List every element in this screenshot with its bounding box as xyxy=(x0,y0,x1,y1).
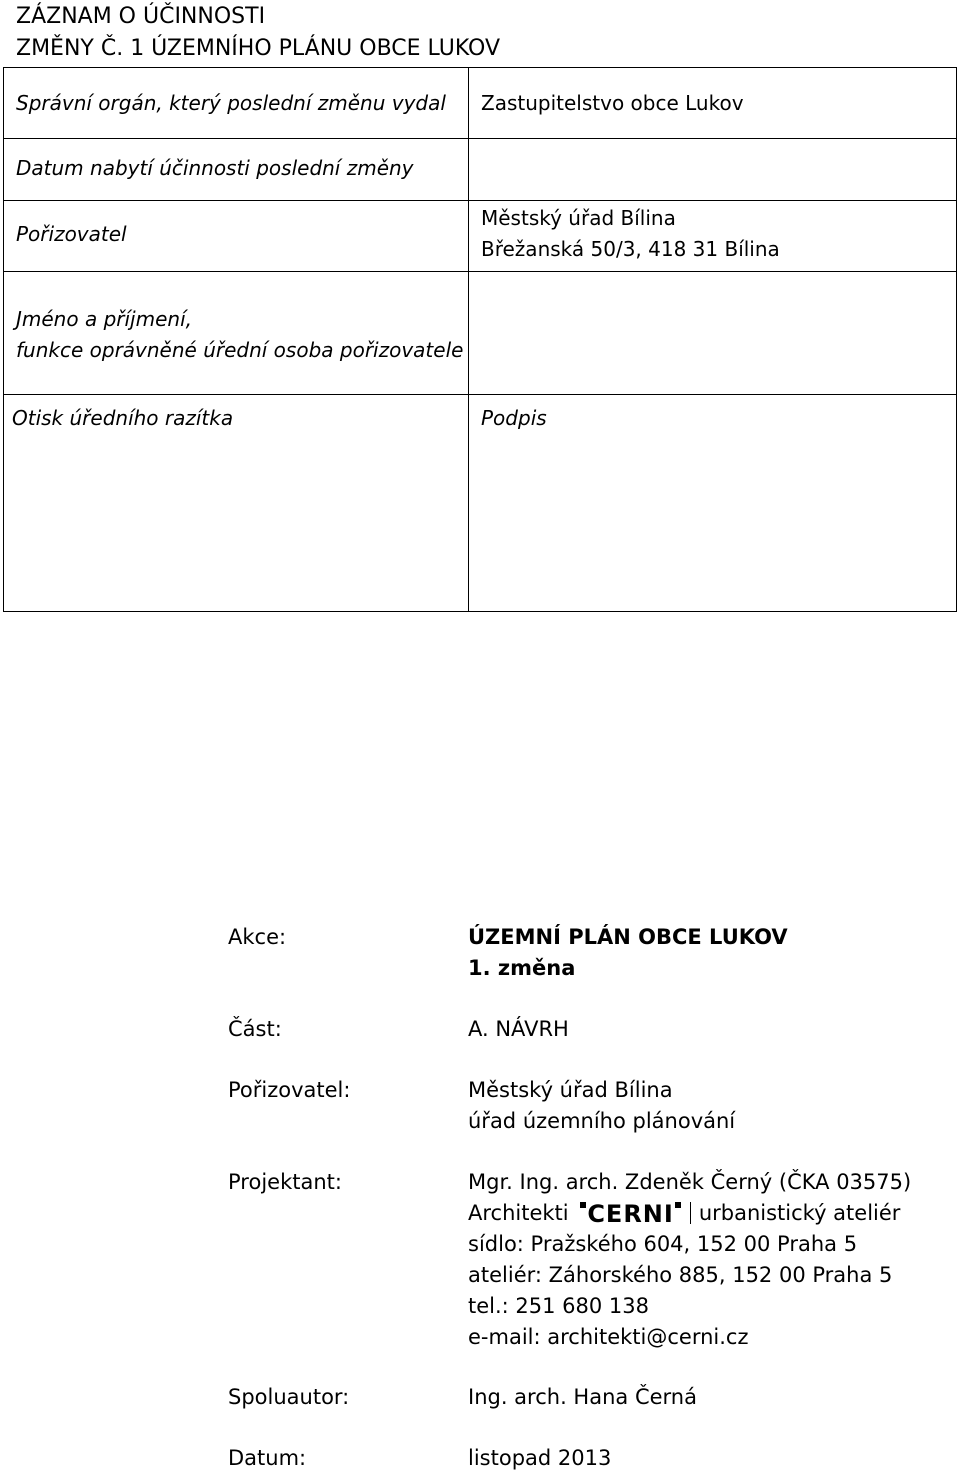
porizovatel-info-label: Pořizovatel: xyxy=(228,1078,351,1102)
razitko-label: Otisk úředního razítka xyxy=(12,406,234,430)
document-title: ZÁZNAM O ÚČINNOSTI xyxy=(16,4,266,29)
porizovatel-info-value xyxy=(468,1075,735,1137)
porizovatel-info-value-1: Městský úřad Bílina xyxy=(468,1078,673,1102)
date-label-cell xyxy=(3,138,469,201)
date-value-cell xyxy=(468,138,957,201)
projektant-tel: tel.: 251 680 138 xyxy=(468,1294,650,1318)
projektant-value xyxy=(468,1167,911,1353)
akce-value-2: 1. změna xyxy=(468,956,576,980)
osoba-value-cell xyxy=(468,271,957,395)
porizovatel-value-2: Břežanská 50/3, 418 31 Bílina xyxy=(481,237,780,261)
projektant-value-1: Mgr. Ing. arch. Zdeněk Černý (ČKA 03575) xyxy=(468,1170,912,1194)
porizovatel-label: Pořizovatel xyxy=(16,222,127,246)
spoluautor-label: Spoluautor: xyxy=(228,1385,350,1409)
porizovatel-info-value-2: úřad územního plánování xyxy=(468,1109,736,1133)
podpis-cell xyxy=(468,394,957,612)
osoba-label-cell xyxy=(3,271,469,395)
logo-separator xyxy=(690,1202,691,1224)
projektant-architekti: Architekti xyxy=(468,1201,569,1225)
porizovatel-value-cell xyxy=(468,200,957,272)
osoba-label-2: funkce oprávněné úřední osoba pořizovatele xyxy=(16,338,464,362)
akce-value-1: ÚZEMNÍ PLÁN OBCE LUKOV xyxy=(468,925,788,949)
akce-value xyxy=(468,922,788,984)
datum-value: listopad 2013 xyxy=(468,1446,612,1470)
document-subtitle: ZMĚNY Č. 1 ÚZEMNÍHO PLÁNU OBCE LUKOV xyxy=(16,36,501,61)
cerni-logo xyxy=(579,1200,682,1228)
akce-label: Akce: xyxy=(228,925,287,949)
date-label: Datum nabytí účinnosti poslední změny xyxy=(16,156,414,180)
organ-label-cell xyxy=(3,67,469,139)
cast-label: Část: xyxy=(228,1017,282,1041)
organ-value-cell xyxy=(468,67,957,139)
porizovatel-label-cell xyxy=(3,200,469,272)
organ-value: Zastupitelstvo obce Lukov xyxy=(481,91,744,115)
projektant-label: Projektant: xyxy=(228,1170,342,1194)
porizovatel-value-1: Městský úřad Bílina xyxy=(481,206,676,230)
datum-label: Datum: xyxy=(228,1446,307,1470)
podpis-label: Podpis xyxy=(481,406,547,430)
spoluautor-value: Ing. arch. Hana Černá xyxy=(468,1385,697,1409)
cerni-logo-text: CERNI xyxy=(587,1200,674,1228)
razitko-cell xyxy=(3,394,469,612)
projektant-email: e-mail: architekti@cerni.cz xyxy=(468,1325,749,1349)
projektant-atelier: urbanistický ateliér xyxy=(698,1201,901,1225)
organ-label: Správní orgán, který poslední změnu vydal xyxy=(16,91,446,115)
cast-value: A. NÁVRH xyxy=(468,1017,569,1041)
projektant-sidlo: sídlo: Pražského 604, 152 00 Praha 5 xyxy=(468,1232,858,1256)
projektant-logo-row xyxy=(468,1198,911,1229)
projektant-atelier-addr: ateliér: Záhorského 885, 152 00 Praha 5 xyxy=(468,1263,893,1287)
osoba-label-1: Jméno a příjmení, xyxy=(16,307,192,331)
